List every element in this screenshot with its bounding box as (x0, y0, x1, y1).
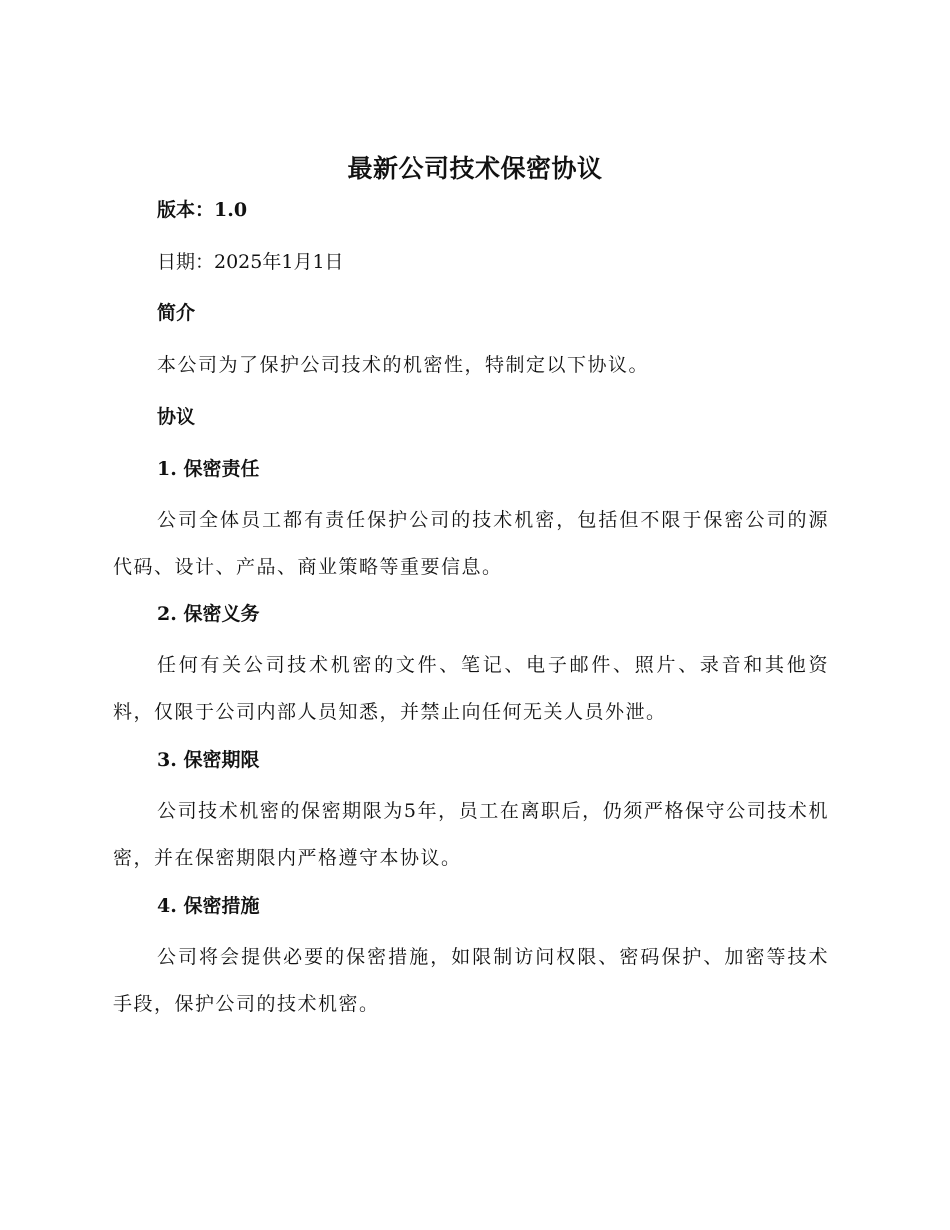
version-line: 版本：1.0 (157, 199, 248, 221)
agreement-heading: 协议 (157, 406, 196, 428)
intro-heading: 简介 (157, 302, 196, 324)
section-text-2: 任何有关公司技术机密的文件、笔记、电子邮件、照片、录音和其他资料，仅限于公司内部人员知悉，并禁止向任何无关人员外泄。 (113, 654, 829, 723)
section-text-3: 公司技术机密的保密期限为5年，员工在离职后，仍须严格保守公司技术机密，并在保密期限内严格遵守本协议。 (113, 800, 829, 869)
section-heading-3: 3. 保密期限 (157, 749, 260, 771)
section-heading-4: 4. 保密措施 (157, 895, 260, 917)
intro-text: 本公司为了保护公司技术的机密性，特制定以下协议。 (157, 354, 650, 376)
section-text-1: 公司全体员工都有责任保护公司的技术机密，包括但不限于保密公司的源代码、设计、产品、商业策略等重要信息。 (113, 509, 829, 578)
section-heading-2: 2. 保密义务 (157, 603, 260, 625)
date-line: 日期：2025年1月1日 (157, 251, 344, 273)
section-heading-1: 1. 保密责任 (157, 458, 260, 480)
document-title: 最新公司技术保密协议 (347, 154, 603, 183)
section-text-4: 公司将会提供必要的保密措施，如限制访问权限、密码保护、加密等技术手段，保护公司的技术机密。 (113, 946, 829, 1015)
